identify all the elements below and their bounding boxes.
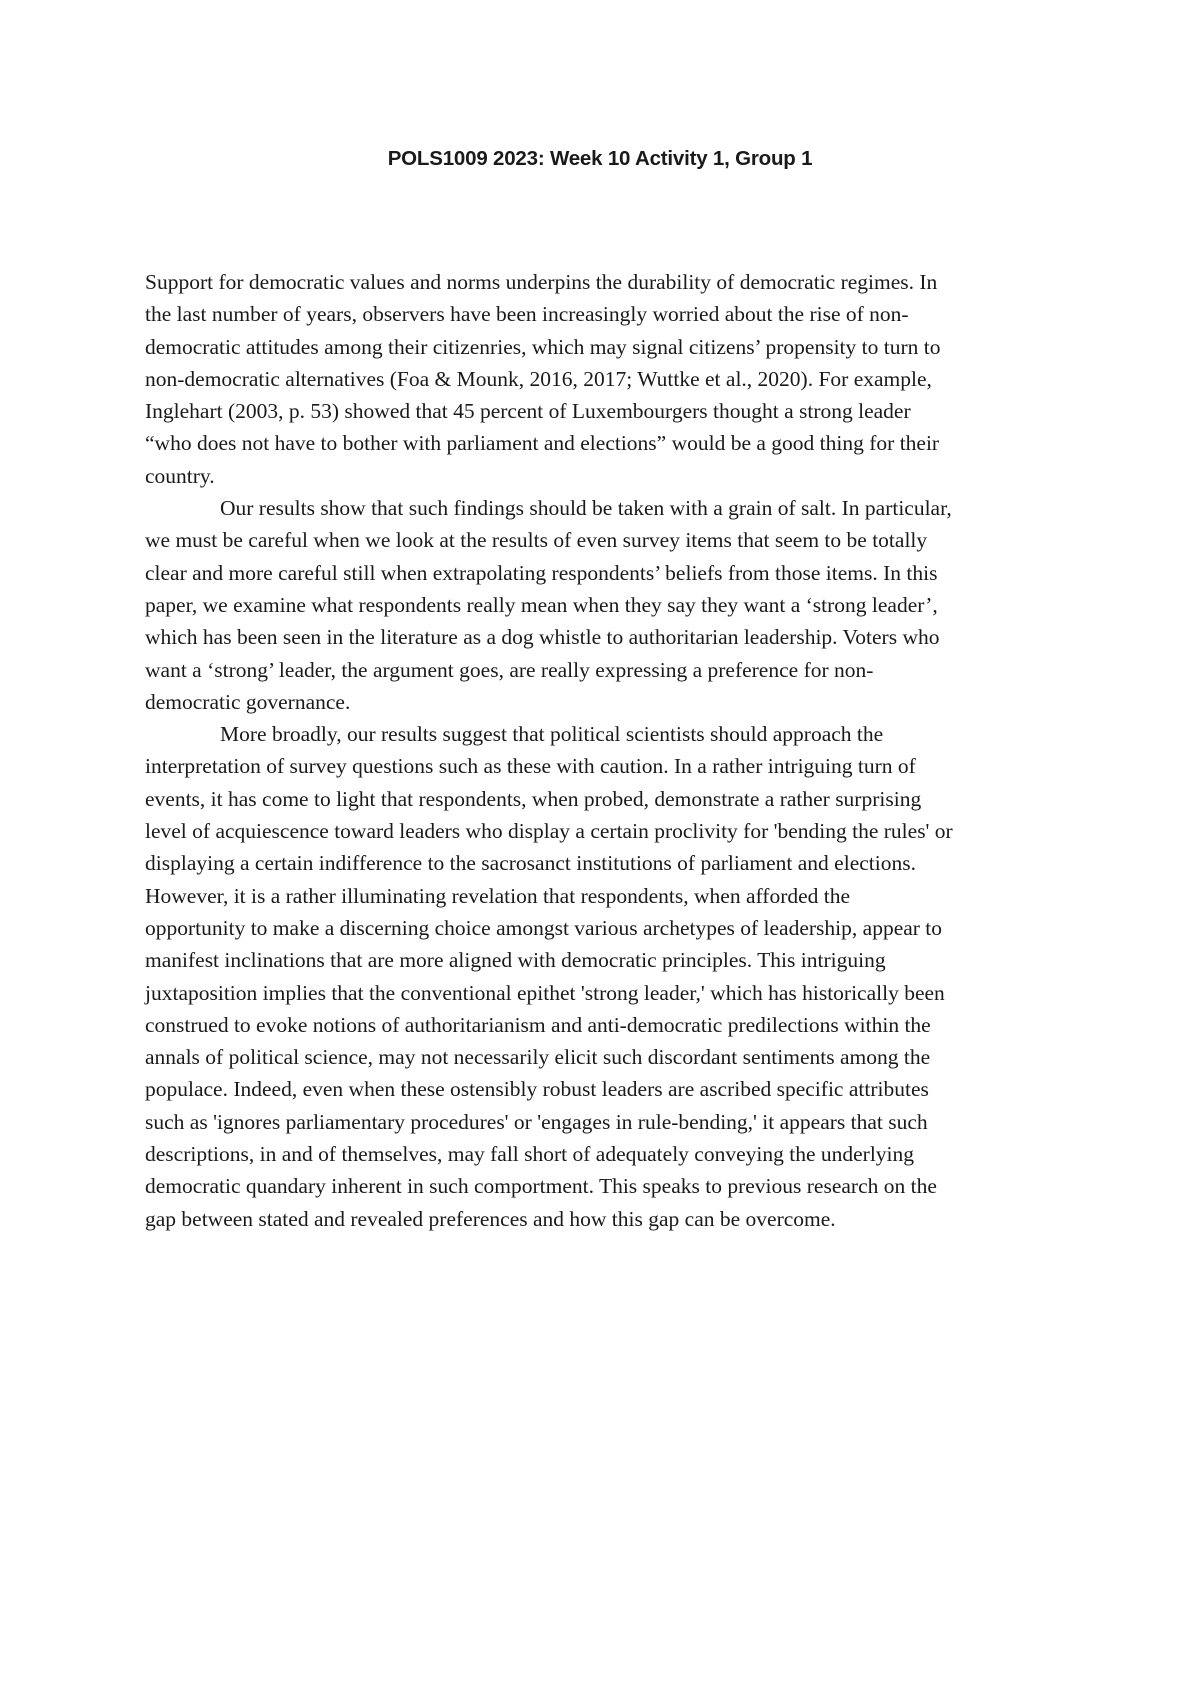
document-body (145, 266, 1075, 1235)
paragraph-3-line: displaying a certain indifference to the sacrosanct institutions of parliament and elections. (145, 851, 916, 876)
paragraph-1-line: Support for democratic values and norms underpins the durability of democratic regimes. In (145, 270, 938, 294)
document-title: POLS1009 2023: Week 10 Activity 1, Group 1 (387, 147, 813, 170)
paragraph-3-line: opportunity to make a discerning choice amongst various archetypes of leadership, appear to (145, 915, 943, 940)
paragraph-2-line: paper, we examine what respondents really mean when they say they want a ‘strong leader’, (145, 592, 938, 617)
paragraph-3-line: construed to evoke notions of authoritarianism and anti-democratic predilections within the (145, 1012, 931, 1037)
paragraph-3-line: level of acquiescence toward leaders who display a certain proclivity for 'bending the rules' or (145, 819, 953, 844)
paragraph-1-line: democratic attitudes among their citizenries, which may signal citizens’ propensity to turn to (145, 334, 941, 359)
paragraph-3-line: interpretation of survey questions such as these with caution. In a rather intriguing turn of (145, 754, 916, 779)
paragraph-3-line: manifest inclinations that are more aligned with democratic principles. This intriguing (145, 948, 886, 973)
paragraph-3-line: populace. Indeed, even when these ostensibly robust leaders are ascribed specific attributes (145, 1077, 929, 1102)
paragraph-3-line: such as 'ignores parliamentary procedures' or 'engages in rule-bending,' it appears that such (145, 1109, 928, 1134)
paragraph-3-line: gap between stated and revealed preferences and how this gap can be overcome. (145, 1206, 836, 1231)
paragraph-2-line: Our results show that such findings should be taken with a grain of salt. In particular, (220, 496, 952, 521)
paragraph-3-line: descriptions, in and of themselves, may fall short of adequately conveying the underlying (145, 1142, 915, 1167)
paragraph-3-line: democratic quandary inherent in such comportment. This speaks to previous research on the (145, 1174, 937, 1199)
paragraph-2-line: which has been seen in the literature as a dog whistle to authoritarian leadership. Voters who (145, 625, 940, 650)
paragraph-1-line: the last number of years, observers have been increasingly worried about the rise of non- (145, 302, 909, 327)
paragraph-3-line: More broadly, our results suggest that political scientists should approach the (220, 722, 884, 747)
paragraph-1-line: country. (145, 463, 215, 488)
paragraph-1-line: “who does not have to bother with parliament and elections” would be a good thing for their (145, 431, 940, 456)
paragraph-2-line: we must be careful when we look at the results of even survey items that seem to be totally (145, 528, 928, 553)
paragraph-1-line: Inglehart (2003, p. 53) showed that 45 percent of Luxembourgers thought a strong leader (145, 399, 911, 424)
paragraph-1-line: non-democratic alternatives (Foa & Mounk, 2016, 2017; Wuttke et al., 2020). For example, (145, 366, 932, 391)
paragraph-3-line: events, it has come to light that respondents, when probed, demonstrate a rather surprising (145, 786, 922, 811)
paragraph-2-line: clear and more careful still when extrapolating respondents’ beliefs from those items. In this (145, 560, 938, 585)
paragraph-3-line: annals of political science, may not necessarily elicit such discordant sentiments among the (145, 1045, 931, 1070)
paragraph-3-line: However, it is a rather illuminating revelation that respondents, when afforded the (145, 883, 851, 908)
paragraph-3-line: juxtaposition implies that the conventional epithet 'strong leader,' which has historically been (145, 980, 945, 1005)
paragraph-2-line: want a ‘strong’ leader, the argument goes, are really expressing a preference for non- (145, 657, 874, 682)
paragraph-2-line: democratic governance. (145, 689, 351, 714)
